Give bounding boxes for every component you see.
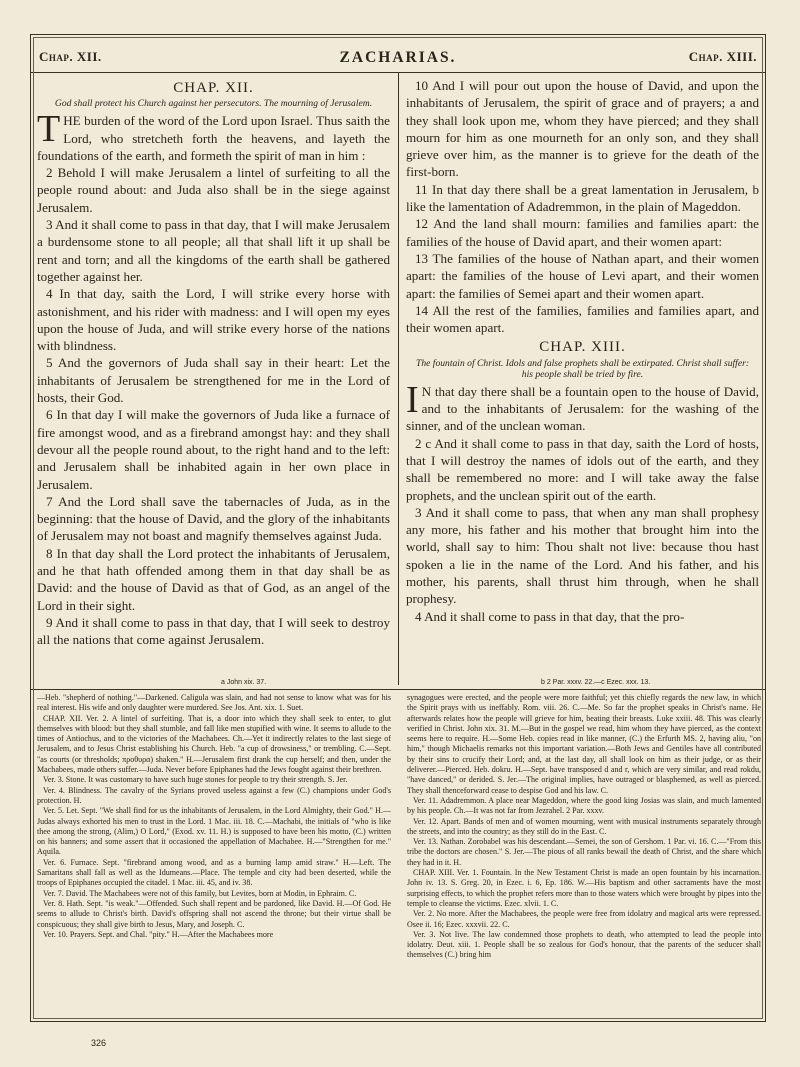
commentary-note: Ver. 3. Stone. It was customary to have such huge stones for people to try their strength. S. Jer. [43, 775, 348, 785]
commentary-note: —Heb. "shepherd of nothing."—Darkened. Caligula was slain, and had not sense to know what was for his real interest. His wife and only daughter were murdered. See Jos. Ant. xix. 1. Suet. [37, 693, 391, 713]
commentary-right [407, 693, 761, 1019]
verse: 11 In that day there shall be a great lamentation in Jerusalem, b like the lamentation of Adadremmon, in the plain of Mageddon. [406, 181, 759, 215]
verse: 12 And the land shall mourn: families and families apart: the families of the house of David apart, and their women apart: [406, 216, 759, 249]
right-column [406, 77, 759, 677]
footnote-left: a John xix. 37. [221, 679, 267, 686]
verse-1: THE burden of the word of the Lord upon Israel. Thus saith the Lord, who stretcheth forth the heavens, and layeth the foundations of the earth, and formeth the spirit of man in him : [37, 108, 390, 163]
verse: 3 And it shall come to pass, that when any man shall prophesy any more, his father and his mother that brought him into the world, shall say to him: Thou shalt not live: because thou hast spoken a lie in the name of the Lord. And his father, and his mother, his parents, shall thrust him through, when he shall prophesy. [406, 504, 759, 607]
header-left: Chap. XII. [39, 49, 102, 64]
header-book-title: ZACHARIAS. [339, 49, 457, 66]
bible-page [30, 34, 766, 1048]
left-column [37, 77, 390, 677]
commentary-note: Ver. 5. Let. Sept. "We shall find for us the inhabitants of Jerusalem, in the Lord Almighty, their God." H.—Judas always exhorted his men to trust in the Lord. 1 Mac. iii. 18. C.—Machabi, the initials of "who is like thee among the strong, (Alim,) O Lord," (Exod. xv. 11. H.) is supposed to have been his motto, (C.) written on his banners; and some assert that it occasioned the appellation of Machabee. H.—"Strengthen for me." Aquila. [37, 806, 391, 857]
verse: 2 c And it shall come to pass in that day, saith the Lord of hosts, that I will destroy the names of idols out of the earth, and they shall be remembered no more: and I will take away the false prophets, and the unclean spirit out of the earth. [406, 435, 759, 503]
commentary-note: Ver. 13. Nathan. Zorobabel was his descendant.—Semei, the son of Gershom. 1 Par. vi. 16. C.—"From this tribe the doctors are chosen." S. Jer.—The pious of all ranks bewail the death of Christ, and the share which they had in it. H. [407, 837, 761, 867]
verse: 13 The families of the house of Nathan apart, and their women apart: the families of the house of Levi apart, and their women apart: the families of Semei apart and their women apart. [406, 250, 759, 301]
commentary-note: Ver. 6. Furnace. Sept. "firebrand among wood, and as a burning lamp amid straw." H.—Left. The Samaritans shall fall as well as the Idumeans.—Place. The temple and city had been deserted, while the troops of Epiphanes occupied the citadel. 1 Mac. iii. 45, and iv. 38. [37, 857, 391, 888]
verse: 5 And the governors of Juda shall say in their heart: Let the inhabitants of Jerusalem be strengthened for me in the Lord of hosts, their God. [37, 355, 390, 406]
verse-1: I N that day there shall be a fountain open to the house of David, and to the inhabitants of Jerusalem: for the washing of the sinner, and of the unclean woman. [406, 378, 759, 434]
verse: 3 And it shall come to pass in that day, that I will make Jerusalem a burdensome stone to all people; all that shall lift it up shall be rent and torn; and all the kingdoms of the earth shall be gathered together against her. [37, 217, 390, 284]
chapter-summary-xiii: The fountain of Christ. Idols and false prophets shall be extirpated. Christ shall suffer: his people shall be tried by fire. [415, 357, 750, 380]
drop-cap: T [37, 108, 61, 151]
commentary-note: Ver. 11. Adadremmon. A place near Mageddon, where the good king Josias was slain, and much lamented by his people. Ch.—It was not far from Jezrahel. 2 Par. xxxv. [407, 795, 761, 816]
commentary-note: synagogues were erected, and the people were more faithful; yet this chiefly regards the new law, in which the Spirit prays with us ineffably. Rom. viii. 26. C.—Me. So far the prophet speaks in Christ's name. He afterwards relates how the people will grieve for him, beating their breasts. Luke xxiii. 48. This was clearly verified in Christ. John xix. 31. M.—But in the gospel we read, him whom they have pierced, as the context seems here to require. H.—Some Heb. copies read in like manner, (C.) the Erfurth MS. 2, having aliu, "on him," though Michaelis remarks not this important variation.—Both Jews and Gentiles have all contributed by their sins to crucify their Lord; and, at the last day, all shall look on him as their judge, or as their deliverer.—Pierced. Heb. dokru. H.—Sept. have transposed d and r, which are very similar, and read rokdu, "have danced," or derided. S. Jer.—The original implies, have outraged or blasphemed, as well as pierced. They shall thenceforward cease to despise God and his law. C. [407, 693, 761, 795]
commentary-note: CHAP. XIII. Ver. 1. Fountain. In the New Testament Christ is made an open fountain by his incarnation. John iv. 13. S. Greg. 20, in Ezec. i. 6, Ep. 186. W.—His baptism and other sacraments have the most surprising effects, to which the prophet refers more than to those waters which were brought by pipes into the temple to cleanse the victims. Ezec. xlvii. 1. C. [407, 868, 761, 908]
header-right: Chap. XIII. [688, 49, 757, 64]
commentary-note: Ver. 3. Not live. The law condemned those prophets to death, who attempted to lead the people into idolatry. Deut. xiii. 1. People shall be so zealous for God's honour, that the parents of the seducer shall themselves (C.) bring him [407, 929, 761, 960]
chapter-summary-xii: God shall protect his Church against her persecutors. The mourning of Jerusalem. [54, 98, 373, 110]
page-number: 326 [91, 1038, 107, 1048]
verse: 4 And it shall come to pass in that day, that the pro- [415, 608, 685, 624]
footnote-right: b 2 Par. xxxv. 22.—c Ezec. xxx. 13. [541, 679, 651, 686]
verse: 4 In that day, saith the Lord, I will strike every horse with astonishment, and his rider with madness: and I will open my eyes upon the house of Juda, and will strike every horse of the nations with blindness. [37, 286, 390, 354]
commentary-note: Ver. 8. Hath. Sept. "is weak."—Offended. Such shall repent and be pardoned, like David. H.—Of God. He seems to allude to Christ's birth. David's offspring shall not ascend the throne; but their virtue shall be conspicuous; they shall give birth to Jesus, Mary, and Joseph. C. [37, 898, 391, 929]
verse: 6 In that day I will make the governors of Juda like a furnace of fire amongst wood, and as a firebrand amongst hay: and they shall devour all the people round about, to the right hand and to the left: and Jerusalem shall be inhabited again in her own place in Jerusalem. [37, 407, 390, 492]
commentary-note: Ver. 10. Prayers. Sept. and Chal. "pity." H.—After the Machabees more [43, 929, 274, 939]
verse: 9 And it shall come to pass in that day, that I will seek to destroy all the nations that come against Jerusalem. [37, 614, 390, 648]
footnote-rule [31, 689, 765, 690]
column-divider [398, 73, 399, 685]
verse: 7 And the Lord shall save the tabernacles of Juda, as in the beginning: that the house of David, and the glory of the inhabitants of Jerusalem may not boast and magnify themselves against Juda. [37, 493, 390, 544]
chapter-heading-xiii: CHAP. XIII. [539, 339, 626, 356]
drop-cap: I [406, 378, 419, 421]
commentary-left [37, 693, 391, 1019]
commentary-note: Ver. 4. Blindness. The cavalry of the Syrians proved useless against a few (C.) champions under God's protection. H. [37, 785, 391, 805]
commentary-note: CHAP. XII. Ver. 2. A lintel of surfeiting. That is, a door into which they shall seek to enter, to glut themselves with blood: but they shall stumble, and fall like men stupified with wine. It seems to allude to the times of Antiochus, and to the victories of the Machabees. Ch.—Yet it indirectly relates to the last siege of Jerusalem, and to Jesus Christ establishing his Church. Heb. "a cup of drowsiness," or trembling. C.—Sept. "as courts (or thresholds; προθυρα) shaken." H.—Jerusalem first drank the cup herself; and then, under the Machabees, made others suffer.—Juda. Never before Epiphanes had the Jews fought against their brethren. [37, 713, 391, 775]
commentary-note: Ver. 12. Apart. Bands of men and of women mourning, went with musical instruments separately through the streets, and into the country; as they still do in the East. C. [407, 816, 761, 836]
verse: 10 And I will pour out upon the house of David, and upon the inhabitants of Jerusalem, the spirit of grace and of prayers; a and they shall look upon me, whom they have pierced; and they shall mourn for him as one mourneth for an only son, and they shall grieve over him, as the manner is to grieve for the death of the first-born. [406, 78, 759, 180]
commentary-note: Ver. 2. No more. After the Machabees, the people were free from idolatry and magical arts were repressed. Osee ii. 16; Ezec. xxxvii. 22. C. [407, 909, 761, 929]
chapter-heading-xii: CHAP. XII. [173, 80, 254, 96]
commentary-note: Ver. 7. David. The Machabees were not of this family, but Levites, born at Modin, in Ephraim. C. [43, 888, 357, 898]
verse: 2 Behold I will make Jerusalem a lintel of surfeiting to all the people round about: and Juda also shall be in the siege against Jerusalem. [37, 165, 390, 215]
verse: 14 All the rest of the families, families and families apart, and their women apart. [406, 302, 759, 336]
verse: 8 In that day shall the Lord protect the inhabitants of Jerusalem, and he that hath offended among them in that day shall be as David: and the house of David as that of God, as an angel of the Lord in their sight. [37, 545, 390, 613]
